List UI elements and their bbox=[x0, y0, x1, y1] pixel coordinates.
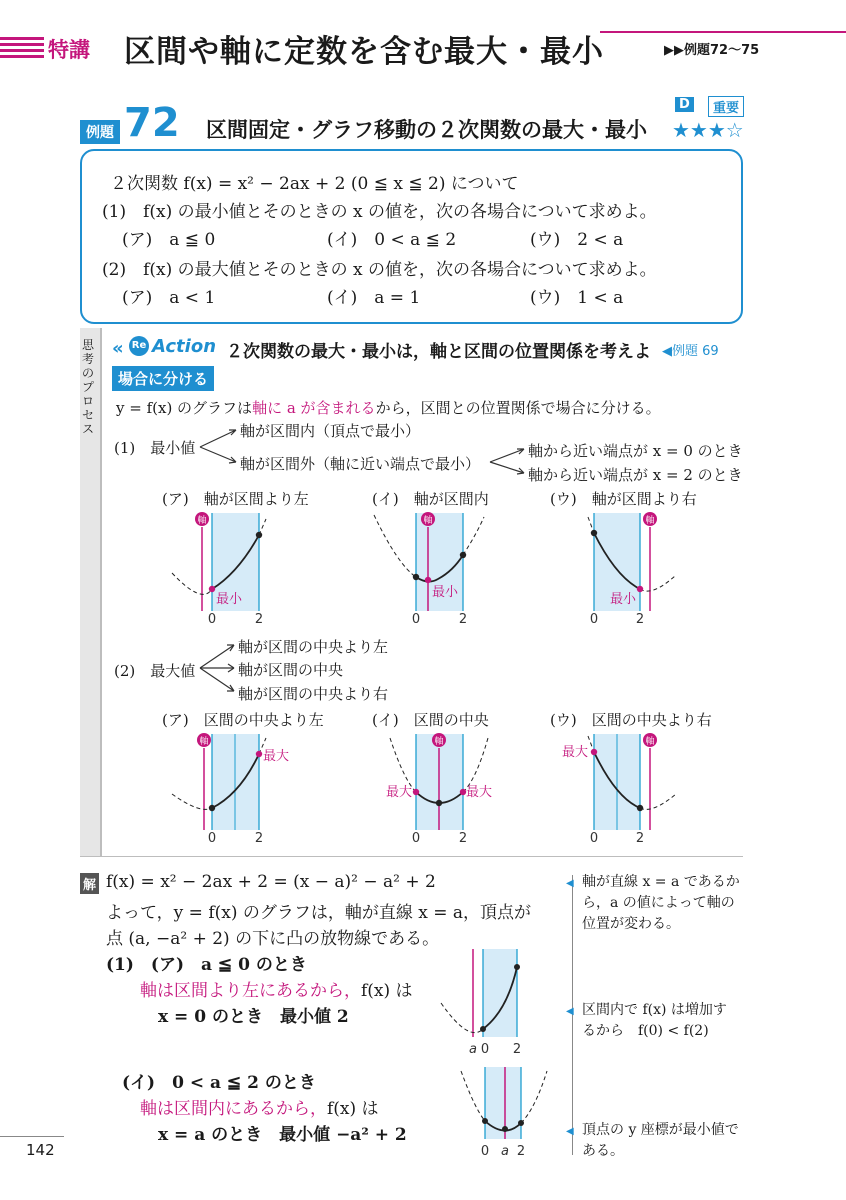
note-1-line-3: 位置が変わる。 bbox=[582, 916, 680, 932]
max-graph-1-caption: (ア) 区間の中央より左 bbox=[162, 711, 324, 729]
note-2 bbox=[582, 1000, 727, 1042]
max-graph-right bbox=[548, 728, 688, 848]
solution-line1: f(x) = x² − 2ax + 2 = (x − a)² − a² + 2 bbox=[106, 872, 436, 892]
solution-graph-case2 bbox=[455, 1065, 565, 1165]
note-3 bbox=[582, 1120, 739, 1162]
case2-reason-highlight: 軸は区間内にあるから， bbox=[140, 1099, 327, 1119]
reaction-reference: ◀例題 69 bbox=[662, 344, 719, 359]
note-1-line-1: 軸が直線 x = a であるか bbox=[582, 874, 740, 890]
tick-0: 0 bbox=[480, 1144, 490, 1159]
max-tag: 最大 bbox=[263, 749, 290, 764]
axis-tag: 軸 bbox=[645, 737, 655, 747]
solution-badge: 解 bbox=[80, 873, 99, 894]
tick-2: 2 bbox=[635, 612, 645, 627]
max-branch-2: 軸が区間の中央 bbox=[238, 661, 344, 679]
tick-0: 0 bbox=[589, 831, 599, 846]
tick-2: 2 bbox=[458, 831, 468, 846]
tick-2: 2 bbox=[635, 831, 645, 846]
rating-stars: ★★★☆ bbox=[672, 118, 744, 142]
max-tag-right: 最大 bbox=[466, 785, 493, 800]
min-branch-1: 軸が区間内（頂点で最小） bbox=[240, 422, 421, 440]
page-number: 142 bbox=[26, 1141, 55, 1159]
tick-a: a bbox=[469, 1042, 477, 1057]
line1-part-c: から，区間との位置関係で場合に分ける。 bbox=[375, 399, 661, 417]
solution-graph-case1 bbox=[435, 945, 555, 1060]
max-branch-3: 軸が区間の中央より右 bbox=[238, 685, 389, 703]
problem-intro: ２次関数 f(x) = x² − 2ax + 2 (0 ≦ x ≦ 2) について bbox=[110, 174, 519, 194]
line1-highlight: 軸に a が含まれる bbox=[252, 399, 376, 417]
case1-fx: f(x) は bbox=[361, 981, 413, 1001]
tick-2: 2 bbox=[512, 1042, 522, 1057]
axis-tag: 軸 bbox=[199, 737, 209, 747]
case1-reason bbox=[140, 976, 413, 1001]
q1-case-b: (イ) 0 < a ≦ 2 bbox=[327, 230, 457, 250]
tick-2: 2 bbox=[516, 1144, 526, 1159]
thinking-label: 思考のプロセス bbox=[82, 338, 95, 436]
max-branch-1: 軸が区間の中央より左 bbox=[238, 638, 389, 656]
case2-fx: f(x) は bbox=[327, 1099, 379, 1119]
max-graph-2-caption: (イ) 区間の中央 bbox=[372, 711, 489, 729]
difficulty-badge: D bbox=[675, 97, 694, 112]
importance-badge: 重要 bbox=[708, 96, 744, 117]
max-label: (2) 最大値 bbox=[114, 662, 196, 680]
min-graph-right bbox=[548, 505, 688, 630]
max-tag: 最大 bbox=[562, 745, 589, 760]
min-point bbox=[209, 586, 215, 592]
min-branch-2a: 軸から近い端点が x = 0 のとき bbox=[528, 442, 743, 460]
tick-0: 0 bbox=[207, 612, 217, 627]
tick-0: 0 bbox=[589, 612, 599, 627]
min-branch-2b: 軸から近い端点が x = 2 のとき bbox=[528, 466, 743, 484]
problem-q2: (2) f(x) の最大値とそのときの x の値を，次の各場合について求めよ。 bbox=[102, 260, 657, 280]
note-2-marker-icon: ◀ bbox=[566, 1006, 574, 1017]
case1-result: x = 0 のとき 最小値 2 bbox=[158, 1007, 349, 1027]
min-tag: 最小 bbox=[216, 592, 243, 607]
note-1-line-2: ら，a の値によって軸の bbox=[582, 895, 735, 911]
page-title: 区間や軸に定数を含む最大・最小 bbox=[124, 34, 604, 70]
reaction-arrow-icon: « bbox=[112, 338, 124, 359]
min-tag: 最小 bbox=[610, 592, 637, 607]
header-reference: ▶▶例題72〜75 bbox=[664, 43, 760, 58]
min-tag: 最小 bbox=[432, 585, 459, 600]
q2-case-c: (ウ) 1 < a bbox=[530, 288, 624, 308]
example-title: 区間固定・グラフ移動の２次関数の最大・最小 bbox=[206, 118, 647, 142]
header-badge: 特講 bbox=[48, 38, 90, 62]
note-3-line-1: 頂点の y 座標が最小値で bbox=[582, 1122, 739, 1138]
q2-case-a: (ア) a < 1 bbox=[122, 288, 216, 308]
case2-heading: (イ) 0 < a ≦ 2 のとき bbox=[122, 1073, 316, 1093]
note-3-line-2: ある。 bbox=[582, 1143, 624, 1159]
tick-2: 2 bbox=[254, 831, 264, 846]
min-graph-left bbox=[160, 505, 300, 630]
tick-0: 0 bbox=[480, 1042, 490, 1057]
axis-tag: 軸 bbox=[645, 516, 655, 526]
min-graph-3-caption: (ウ) 軸が区間より右 bbox=[550, 490, 697, 508]
tick-0: 0 bbox=[411, 831, 421, 846]
max-graph-3-caption: (ウ) 区間の中央より右 bbox=[550, 711, 712, 729]
case2-reason bbox=[140, 1094, 379, 1119]
note-1-marker-icon: ◀ bbox=[566, 878, 574, 889]
line1-part-a: y = f(x) のグラフは bbox=[116, 399, 253, 417]
note-2-line-1: 区間内で f(x) は増加す bbox=[582, 1002, 727, 1018]
min-graph-1-caption: (ア) 軸が区間より左 bbox=[162, 490, 309, 508]
reaction-word: Action bbox=[152, 336, 217, 357]
case1-heading: (1) (ア) a ≦ 0 のとき bbox=[106, 955, 307, 975]
tick-2: 2 bbox=[254, 612, 264, 627]
q1-case-a: (ア) a ≦ 0 bbox=[122, 230, 216, 250]
axis-tag: 軸 bbox=[197, 516, 207, 526]
max-graph-left bbox=[160, 728, 300, 848]
tick-0: 0 bbox=[411, 612, 421, 627]
case2-result: x = a のとき 最小値 −a² + 2 bbox=[158, 1125, 407, 1145]
example-number: 72 bbox=[124, 100, 180, 146]
reaction-re-icon: Re bbox=[129, 336, 149, 356]
case1-reason-highlight: 軸は区間より左にあるから， bbox=[140, 981, 361, 1001]
tick-0: 0 bbox=[207, 831, 217, 846]
case-split-tag: 場合に分ける bbox=[112, 366, 214, 391]
max-tag-left: 最大 bbox=[386, 785, 413, 800]
min-graph-middle bbox=[368, 505, 508, 630]
min-branch-2: 軸が区間外（軸に近い端点で最小） bbox=[240, 455, 481, 473]
page-number-rule bbox=[0, 1136, 64, 1137]
tick-a: a bbox=[501, 1144, 509, 1159]
note-2-line-2: るから f(0) < f(2) bbox=[582, 1023, 709, 1039]
tick-2: 2 bbox=[458, 612, 468, 627]
min-label: (1) 最小値 bbox=[114, 439, 196, 457]
min-graph-2-caption: (イ) 軸が区間内 bbox=[372, 490, 489, 508]
note-1 bbox=[582, 872, 740, 935]
axis-tag: 軸 bbox=[423, 516, 433, 526]
q1-case-c: (ウ) 2 < a bbox=[530, 230, 624, 250]
solution-line3: 点 (a, −a² + 2) の下に凸の放物線である。 bbox=[106, 929, 440, 949]
max-graph-middle bbox=[368, 728, 518, 848]
problem-q1: (1) f(x) の最小値とそのときの x の値を，次の各場合について求めよ。 bbox=[102, 202, 657, 222]
q2-case-b: (イ) a = 1 bbox=[327, 288, 421, 308]
example-badge: 例題 bbox=[80, 120, 120, 144]
axis-tag: 軸 bbox=[434, 737, 444, 747]
reaction-text: ２次関数の最大・最小は，軸と区間の位置関係を考えよ bbox=[226, 342, 651, 362]
solution-line2: よって，y = f(x) のグラフは，軸が直線 x = a，頂点が bbox=[106, 903, 532, 923]
note-3-marker-icon: ◀ bbox=[566, 1126, 574, 1137]
